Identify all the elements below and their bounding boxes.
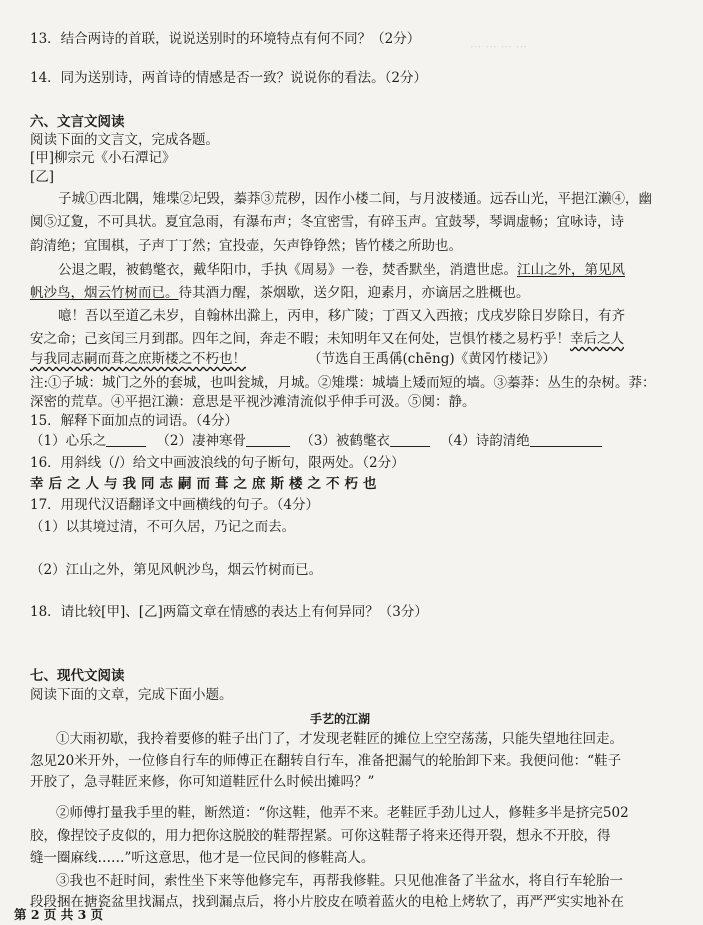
passage-yi-p3-line3	[30, 350, 556, 368]
answer-blank-4[interactable]	[530, 432, 602, 447]
source-attribution: （节选自王禹偁(chēng)《黄冈竹楼记》）	[308, 351, 556, 367]
section-7-intro: 阅读下面的文章，完成下面小题。	[30, 687, 233, 703]
question-15-items: （1）心乐之 （2）凄神寒骨 （3）被鹤氅衣 （4）诗韵清绝	[30, 432, 602, 450]
passage-yi-p1-line2: 阒⑤辽夐，不可具状。夏宜急雨，有瀑布声；冬宜密雪，有碎玉声。宜鼓琴，琴调虚畅；宜咏诗，诗	[30, 214, 624, 230]
article-p2-line3: 缝一圈麻线……”听这意思，他才是一位民间的修鞋高人。	[30, 850, 375, 866]
question-18: 18．请比较[甲]、[乙]两篇文章在情感的表达上有何异同？（3分）	[30, 604, 428, 620]
underlined-sentence: 江山之外，第见风	[517, 262, 625, 278]
page-footer: 第 2 页 共 3 页	[14, 907, 104, 922]
annotation-line1: 注:①子城：城门之外的套城，也叫瓮城，月城。②雉堞：城墙上矮而短的墙。③蓁莽：丛生的杂树。莽：	[30, 375, 656, 391]
question-17-part2: （2）江山之外，第见风帆沙鸟，烟云竹树而已。	[30, 562, 323, 578]
question-14: 14．同为送别诗，两首诗的情感是否一致？说说你的看法。（2分）	[30, 70, 428, 86]
question-13: 13．结合两诗的首联，说说送别时的环境特点有何不同？（2分）	[30, 31, 421, 47]
passage-yi-p2-line1: 公退之暇，被鹤氅衣，戴华阳巾，手执《周易》一卷，焚香默坐，消遣世虑。江山之外，第见风	[58, 262, 625, 278]
answer-blank-2[interactable]	[246, 432, 290, 447]
annotation-line2: 深密的荒草。④平挹江濑：意思是平视沙滩清流似乎伸手可汲。⑤阒：静。	[30, 394, 476, 410]
answer-blank-1[interactable]	[106, 432, 146, 447]
question-16: 16．用斜线（/）给文中画波浪线的句子断句，限两处。（2分）	[30, 455, 405, 471]
passage-yi-p3-line2: 安之命；己亥闰三月到郡。四年之间，奔走不暇；未知明年又在何处，岂惧竹楼之易朽乎！幸后之人	[30, 331, 624, 347]
article-p1-line3: 开胶了，急寻鞋匠来修，你可知道鞋匠什么时候出摊吗？”	[30, 774, 375, 790]
passage-yi-p3-line1: 噫！吾以至道乙未岁，自翰林出滁上，丙申，移广陵；丁酉又入西掖；戊戌岁除日岁除日，有齐	[58, 308, 625, 324]
passage-yi-p1-line1: 子城①西北隅，雉堞②圮毁，蓁莽③荒秽，因作小楼二间，与月波楼通。远吞山光，平挹江濑④，幽	[58, 191, 652, 207]
article-p2-line1: ②师傅打量我手里的鞋，断然道：“你这鞋，他弄不来。老鞋匠手劲儿过人，修鞋多半是挤完502	[56, 805, 629, 821]
article-title: 手艺的江湖	[310, 712, 371, 726]
wavy-sentence: 幸后之人	[570, 331, 624, 347]
passage-yi-label: [乙]	[30, 169, 55, 185]
wavy-sentence-cont: 与我同志嗣而葺之庶斯楼之不朽也！	[30, 351, 246, 367]
article-p1-line2: 忽见20米开外，一位修自行车的师傅正在翻转自行车，准备把漏气的轮胎卸下来。我便问他：“鞋子	[30, 753, 622, 769]
section-7-title: 七、现代文阅读	[30, 668, 125, 684]
passage-yi-p1-line3: 韵清绝；宜围棋，子声丁丁然；宜投壶，矢声铮铮然；皆竹楼之所助也。	[30, 238, 462, 254]
article-p1-line1: ①大雨初歇，我拎着要修的鞋子出门了，才发现老鞋匠的摊位上空空荡荡，只能失望地往回走。	[56, 731, 623, 747]
bleed-through-text: ··· ··· ··· ···	[470, 40, 528, 54]
question-17: 17．用现代汉语翻译文中画横线的句子。（4分）	[30, 497, 320, 513]
passage-yi-p2-line2: 帆沙鸟，烟云竹树而已。待其酒力醒，茶烟歇，送夕阳，迎素月，亦谪居之胜概也。	[30, 285, 530, 301]
answer-blank-3[interactable]	[390, 432, 430, 447]
article-p3-line2: 段段捆在搪瓷盆里找漏点，找到漏点后，将小片胶皮在喷着蓝火的电枪上烤软了，再严严实实地补在	[30, 894, 624, 910]
section-6-title: 六、文言文阅读	[30, 114, 125, 130]
question-17-part1: （1）以其境过清，不可久居，乃记之而去。	[30, 519, 296, 535]
underlined-sentence-cont: 帆沙鸟，烟云竹树而已。	[30, 285, 179, 301]
question-16-sentence: 幸后之人与我同志嗣而葺之庶斯楼之不朽也	[30, 476, 382, 492]
passage-jia-label: [甲]柳宗元《小石潭记》	[30, 150, 176, 166]
section-6-intro: 阅读下面的文言文，完成各题。	[30, 132, 219, 148]
article-p2-line2: 胶，像捏饺子皮似的，用力把你这脱胶的鞋帮捏紧。可你这鞋帮子将来还得开裂，想永不开胶，得	[30, 828, 611, 844]
article-p3-line1: ③我也不赶时间，索性坐下来等他修完车，再帮我修鞋。只见他准备了半盆水，将自行车轮胎一	[56, 873, 623, 889]
question-15: 15．解释下面加点的词语。（4分）	[30, 413, 239, 429]
